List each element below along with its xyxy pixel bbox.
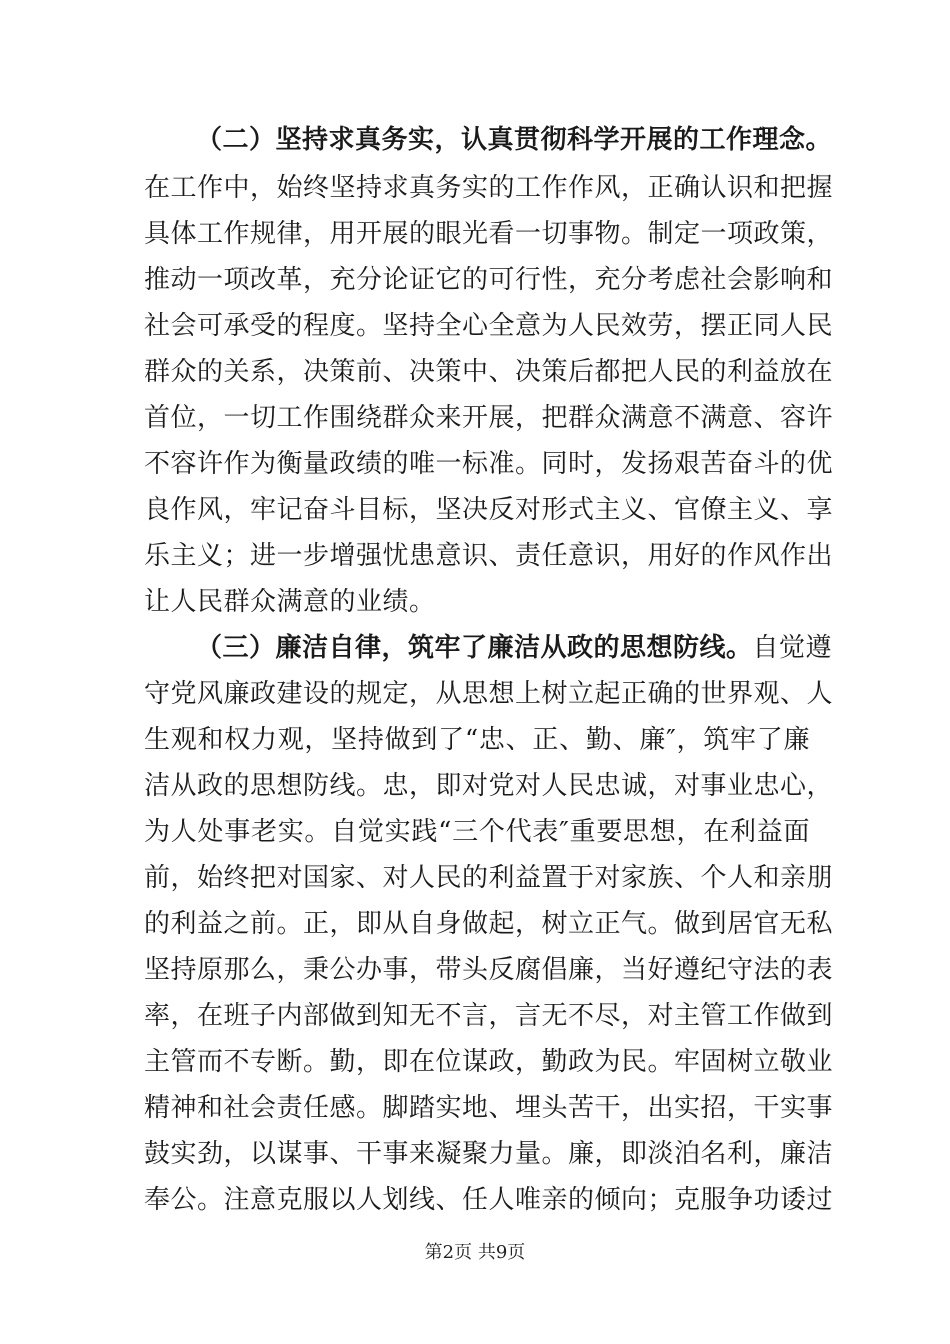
body-line: 不容许作为衡量政绩的唯一标准。同时，发扬艰苦奋斗的优 xyxy=(144,449,834,479)
body-line: 推动一项改革，充分论证它的可行性，充分考虑社会影响和 xyxy=(144,265,834,295)
body-line: 精神和社会责任感。脚踏实地、埋头苦干，出实招，干实事 xyxy=(144,1093,834,1123)
body-line: 坚持原那么，秉公办事，带头反腐倡廉，当好遵纪守法的表 xyxy=(144,955,834,985)
body-line: 洁从政的思想防线。忠，即对党对人民忠诚，对事业忠心， xyxy=(144,771,834,801)
body-line: 鼓实劲，以谋事、干事来凝聚力量。廉，即淡泊名利，廉洁 xyxy=(144,1139,834,1169)
section-heading-3: （三）廉洁自律，筑牢了廉洁从政的思想防线。 xyxy=(196,633,753,663)
body-line: 为人处事老实。自觉实践“三个代表″重要思想，在利益面 xyxy=(144,817,810,847)
body-line: 率，在班子内部做到知无不言，言无不尽，对主管工作做到 xyxy=(144,1001,834,1031)
body-line: 良作风，牢记奋斗目标，坚决反对形式主义、官僚主义、享 xyxy=(144,495,834,525)
body-line: 主管而不专断。勤，即在位谋政，勤政为民。牢固树立敬业 xyxy=(144,1047,834,1077)
body-line: 乐主义；进一步增强忧患意识、责任意识，用好的作风作出 xyxy=(144,541,834,571)
body-line: 让人民群众满意的业绩。 xyxy=(144,587,436,617)
body-line: 生观和权力观，坚持做到了“忠、正、勤、廉″，筑牢了廉 xyxy=(144,725,810,755)
body-line: 具体工作规律，用开展的眼光看一切事物。制定一项政策， xyxy=(144,219,834,249)
page-number-footer: 第2页 共9页 xyxy=(424,1242,526,1263)
body-line: 前，始终把对国家、对人民的利益置于对家族、个人和亲朋 xyxy=(144,863,834,893)
body-line: 社会可承受的程度。坚持全心全意为人民效劳，摆正同人民 xyxy=(144,311,834,341)
body-line: 的利益之前。正，即从自身做起，树立正气。做到居官无私 xyxy=(144,909,834,939)
body-line-tail: 自觉遵 xyxy=(752,633,833,663)
body-line: 群众的关系，决策前、决策中、决策后都把人民的利益放在 xyxy=(144,357,834,387)
section-heading-3-line xyxy=(196,628,833,668)
body-line: 守党风廉政建设的规定，从思想上树立起正确的世界观、人 xyxy=(144,679,834,709)
body-line: 首位，一切工作围绕群众来开展，把群众满意不满意、容许 xyxy=(144,403,834,433)
section-heading-2: （二）坚持求真务实，认真贯彻科学开展的工作理念。 xyxy=(196,125,833,155)
body-line: 在工作中，始终坚持求真务实的工作作风，正确认识和把握 xyxy=(144,173,834,203)
body-line: 奉公。注意克服以人划线、任人唯亲的倾向；克服争功诿过 xyxy=(144,1185,834,1215)
